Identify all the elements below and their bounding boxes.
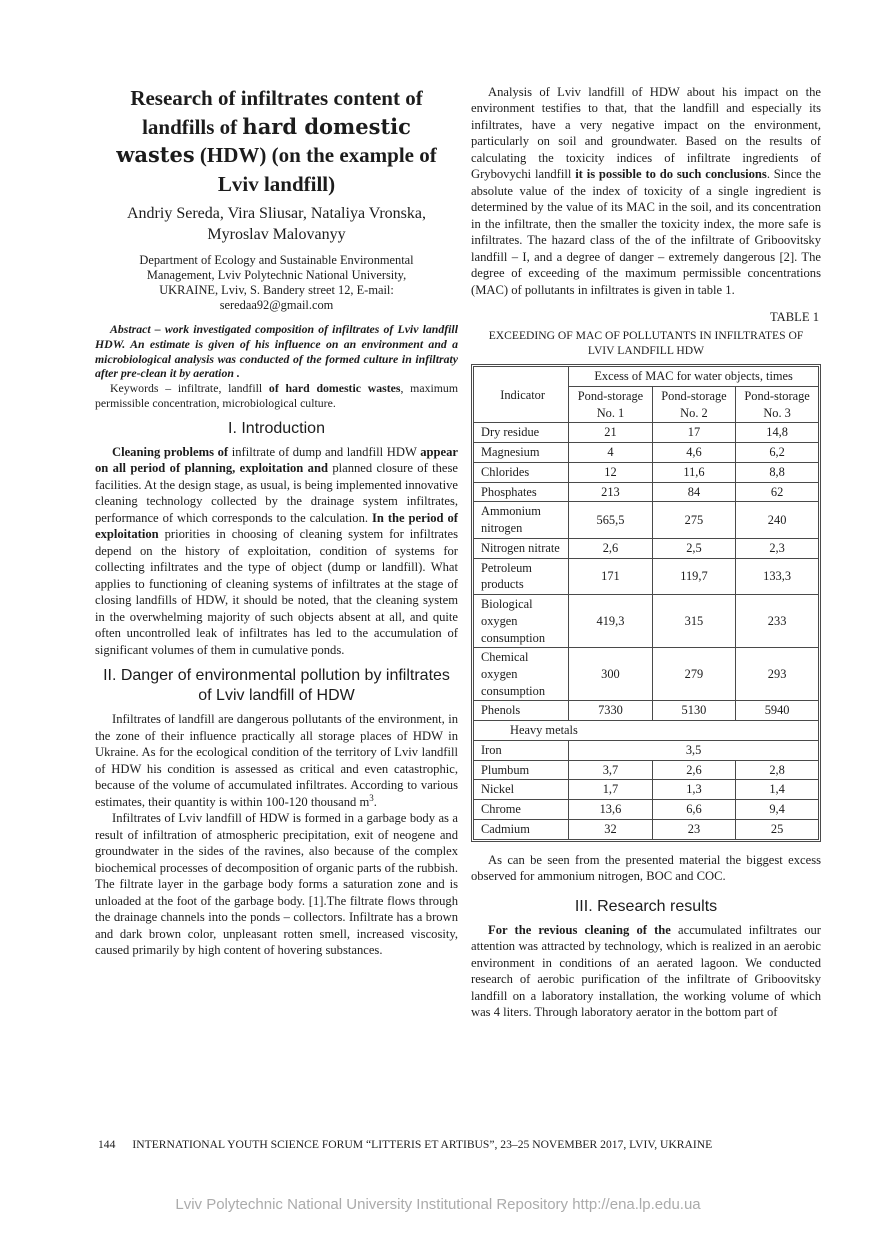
abstract: Abstract – work investigated composition of infiltrates of Lviv landfill HDW. An estimate is given of his influence on an environment and a microbiological analysis was conducted of the formed culture in infiltraty after pre-clean it by aeration . (95, 321, 458, 381)
indicator-cell: Cadmium (474, 819, 569, 839)
section-1-heading: I. Introduction (228, 419, 325, 437)
value-cell: 1,7 (569, 780, 652, 800)
table-body-main (474, 423, 819, 721)
superscript: 3 (369, 792, 374, 803)
indicator-cell: Iron (474, 740, 569, 760)
value-cell: 4 (569, 443, 652, 463)
affiliation: Department of Ecology and Sustainable Environmental Management, Lviv Polytechnic National University, UKRAINE, Lviv, S. Bandery street 12, E-mail: seredaa92@gmail.com (139, 252, 414, 312)
indicator-cell: Chemical oxygen consumption (474, 648, 569, 701)
value-cell: 32 (569, 819, 652, 839)
value-cell: 5940 (736, 701, 819, 721)
column-header-cell: Pond-storage No. 2 (652, 387, 735, 423)
table-body-metals (474, 760, 819, 839)
table-row (474, 538, 819, 558)
right-column (471, 84, 821, 1021)
value-cell: 133,3 (736, 558, 819, 594)
section-3-heading: III. Research results (574, 897, 718, 915)
value-cell: 6,2 (736, 443, 819, 463)
analysis-paragraph (471, 84, 821, 298)
left-column (95, 84, 458, 1021)
section-row-cell: Heavy metals (474, 721, 819, 741)
table-header-row (474, 367, 819, 387)
value-cell: 315 (652, 595, 735, 648)
table-row (474, 760, 819, 780)
value-cell: 17 (652, 423, 735, 443)
value-cell: 419,3 (569, 595, 652, 648)
text-segment: priorities in choosing of cleaning system for infiltrates depend on the history of exploitation, condition of systems for collecting infiltrates and the type of object (dump or landfill). What applies to functioning of cleaning systems of infiltrates at the stage of closing landfills of HDW, it should be noted, that the cleaning system in the overwhelming majority of such objects absent at all, and quite often uncontrolled leak of infiltrates has led to the accumulation of significant volumes of them in cumulative ponds. (95, 527, 458, 657)
value-cell: 21 (569, 423, 652, 443)
indicator-cell: Chlorides (474, 462, 569, 482)
indicator-cell: Plumbum (474, 760, 569, 780)
text-segment: accumulated infiltrates our attention was attracted by technology, which is realized in an aerobic environment in conditions of an aerated lagoon. We conducted research of aerobic purification of the infiltrate of Griboovitsky landfill on a laboratory installation, the working volume of which was 4 liters. Through laboratory aerator in the bottom part of (471, 922, 821, 1020)
table-row (474, 740, 819, 760)
title-segment: (HDW) (on the example of Lviv landfill) (194, 143, 437, 196)
value-cell: 3,7 (569, 760, 652, 780)
keywords (95, 381, 458, 411)
section-3-paragraph (471, 922, 821, 1021)
paper-title (101, 84, 452, 198)
indicator-cell: Chrome (474, 800, 569, 820)
value-cell: 2,6 (652, 760, 735, 780)
value-cell: 565,5 (569, 502, 652, 538)
table-row (474, 502, 819, 538)
value-cell: 293 (736, 648, 819, 701)
authors: Andriy Sereda, Vira Sliusar, Nataliya Vronska, Myroslav Malovanyy (127, 205, 426, 243)
text-segment: it is possible to do such conclusions (575, 167, 767, 182)
value-cell: 7330 (569, 701, 652, 721)
indicator-cell: Magnesium (474, 443, 569, 463)
table-caption: EXCEEDING OF MAC OF POLLUTANTS IN INFILTRATES OF LVIV LANDFILL HDW (488, 329, 804, 357)
section-2-paragraph-2: Infiltrates of Lviv landfill of HDW is formed in a garbage body as a result of infiltration of atmospheric precipitation, exit of neogene and groundwater in the sides of the ravines, also because of the complex biochemical processes of decomposition of organic parts of the rubbish. The filtrate layer in the garbage body forms a saturation zone and is unloaded at the foot of the garbage body. [1].The filtrate flows through the drainage channels into the ponds – collectors. Infiltrate has a brown and dark brown color, unpleasant rotten smell, increased viscosity, caused primarily by high content of hovering substances. (95, 811, 458, 958)
value-cell: 119,7 (652, 558, 735, 594)
value-cell: 171 (569, 558, 652, 594)
text-segment: . Since the absolute value of the index of toxicity of a single ingredient is determined by the value of its MAC in the soil, and its concentration in the infiltrate, then the smaller the toxicity index, the more safe is infiltrates. The hazard class of the of the infiltrate of Griboovitsky landfill – I, and a degree of danger – extremely dangerous [2]. The degree of exceeding of the maximum permissible concentrations (MAC) of pollutants in infiltrates is given in table 1. (471, 167, 821, 297)
table-row (474, 558, 819, 594)
value-cell: 14,8 (736, 423, 819, 443)
table-row (474, 648, 819, 701)
indicator-cell: Phosphates (474, 482, 569, 502)
column-header-cell: Pond-storage No. 3 (736, 387, 819, 423)
table-row (474, 819, 819, 839)
page-number: 144 (98, 1138, 116, 1151)
indicator-cell: Nickel (474, 780, 569, 800)
value-cell: 5130 (652, 701, 735, 721)
table-row (474, 800, 819, 820)
text-segment: Analysis of Lviv landfill of HDW about his impact on the environment testifies to that, that the landfill and especially its infiltrates, have a very negative impact on the environment, particularly on soil and groundwater. Based on the results of calculating the toxicity indices of infiltrate ingredients of Grybovychi landfill (471, 85, 821, 182)
value-cell: 25 (736, 819, 819, 839)
value-cell: 2,3 (736, 538, 819, 558)
keywords-segment: , maximum permissible concentration, microbiological culture. (95, 381, 459, 411)
title-emphasized-segment: hard domestic wastes (116, 113, 411, 168)
indicator-cell: Biological oxygen consumption (474, 595, 569, 648)
value-cell: 275 (652, 502, 735, 538)
group-header-cell: Excess of MAC for water objects, times (569, 367, 819, 387)
column-header-cell: Pond-storage No. 1 (569, 387, 652, 423)
table-row (474, 701, 819, 721)
value-cell: 2,5 (652, 538, 735, 558)
value-cell: 8,8 (736, 462, 819, 482)
value-cell: 11,6 (652, 462, 735, 482)
text-segment: planned closure of these facilities. At the design stage, as usual, is being implemented innovative cleaning technology collected by the drainage system infiltrates, performance of which corresponds to the calculation. (95, 461, 459, 525)
table-label: TABLE 1 (769, 310, 819, 325)
keywords-segment: Keywords – infiltrate, landfill (110, 381, 269, 396)
after-table-paragraph: As can be seen from the presented material the biggest excess observed for ammonium nitrogen, BOC and COC. (471, 852, 821, 884)
value-cell-span: 3,5 (569, 740, 819, 760)
value-cell: 13,6 (569, 800, 652, 820)
value-cell: 213 (569, 482, 652, 502)
text-segment: For the revious cleaning of the (488, 922, 679, 937)
indicator-cell: Petroleum products (474, 558, 569, 594)
value-cell: 300 (569, 648, 652, 701)
indicator-header-cell: Indicator (474, 367, 569, 423)
value-cell: 4,6 (652, 443, 735, 463)
table-header (474, 367, 819, 423)
keywords-bold-segment: of hard domestic wastes (268, 381, 401, 396)
indicator-cell: Phenols (474, 701, 569, 721)
value-cell: 84 (652, 482, 735, 502)
footer-conference-text: INTERNATIONAL YOUTH SCIENCE FORUM “LITTERIS ET ARTIBUS”, 23–25 NOVEMBER 2017, LVIV, UKRAINE (132, 1138, 713, 1151)
mac-table-frame (471, 364, 821, 841)
table-row (474, 423, 819, 443)
value-cell: 233 (736, 595, 819, 648)
table-section-row (474, 721, 819, 741)
value-cell: 2,8 (736, 760, 819, 780)
indicator-cell: Ammonium nitrogen (474, 502, 569, 538)
indicator-cell: Nitrogen nitrate (474, 538, 569, 558)
table-row (474, 443, 819, 463)
text-segment: appear on all period of planning, exploitation and (95, 444, 458, 476)
value-cell: 279 (652, 648, 735, 701)
text-segment: In the period of exploitation (95, 510, 458, 542)
value-cell: 1,3 (652, 780, 735, 800)
value-cell: 12 (569, 462, 652, 482)
table-row (474, 462, 819, 482)
indicator-cell: Dry residue (474, 423, 569, 443)
table-body-special (474, 721, 819, 760)
mac-exceedance-table (473, 366, 819, 839)
title-segment: Research of infiltrates content of landfills of (130, 86, 423, 139)
section-1-paragraph (95, 444, 458, 658)
text-segment: Infiltrates of landfill are dangerous pollutants of the environment, in the zone of their influence practically all storage places of HDW in Ukraine. As for the ecological condition of the territory of Lviv landfill of HDW his condition is assessed as critical and even catastrophic, because of the volume of accumulated infiltrates. According to various estimates, their quantity is within 100-120 thousand m (95, 712, 458, 809)
page-footer (98, 1138, 798, 1151)
table-row (474, 595, 819, 648)
value-cell: 2,6 (569, 538, 652, 558)
value-cell: 62 (736, 482, 819, 502)
value-cell: 9,4 (736, 800, 819, 820)
repository-watermark: Lviv Polytechnic National University Institutional Repository http://ena.lp.edu.ua (175, 1196, 701, 1213)
value-cell: 240 (736, 502, 819, 538)
text-segment: infiltrate of dump and landfill HDW (231, 444, 421, 459)
value-cell: 1,4 (736, 780, 819, 800)
table-row (474, 780, 819, 800)
value-cell: 23 (652, 819, 735, 839)
value-cell: 6,6 (652, 800, 735, 820)
text-segment: Cleaning problems of (112, 444, 232, 459)
section-2-paragraph-1 (95, 711, 458, 810)
two-column-layout (95, 84, 821, 1021)
section-2-heading: II. Danger of environmental pollution by infiltrates of Lviv landfill of HDW (103, 667, 450, 705)
text-segment: . (373, 794, 377, 809)
table-row (474, 482, 819, 502)
